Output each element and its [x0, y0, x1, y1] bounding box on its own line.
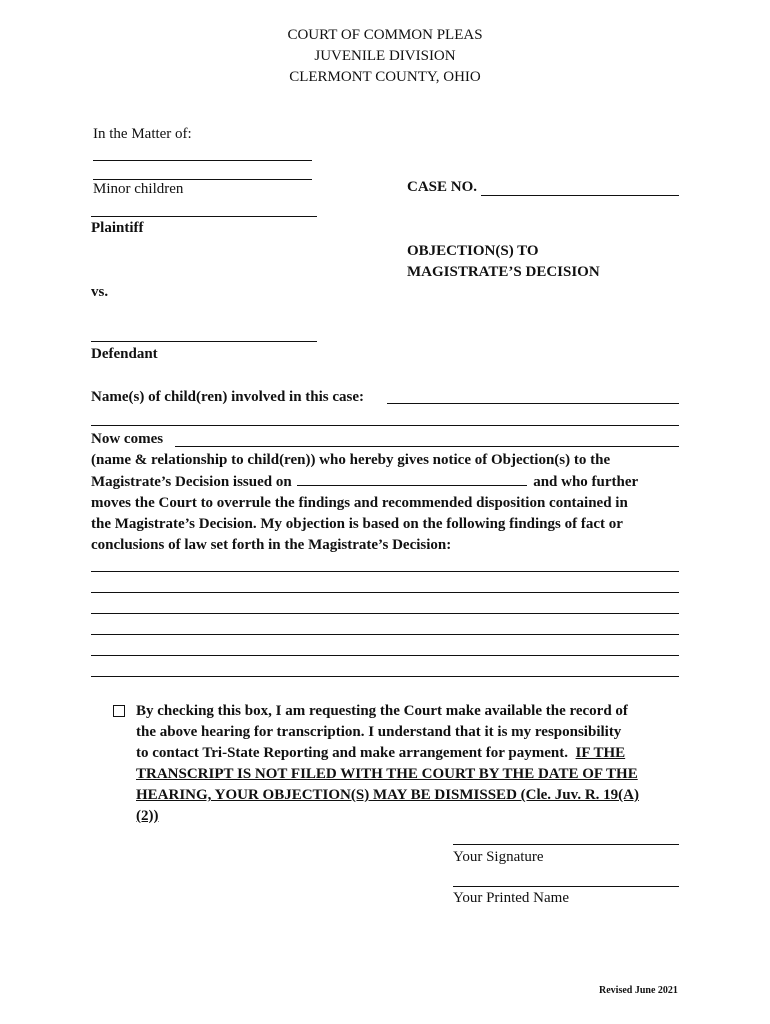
objection-line-1[interactable] — [91, 571, 679, 572]
children-names-label: Name(s) of child(ren) involved in this case: — [91, 389, 365, 405]
revision-date: Revised June 2021 — [599, 985, 678, 996]
transcript-checkbox[interactable] — [113, 705, 125, 717]
vs-label: vs. — [91, 284, 109, 300]
para-line-2b: and who further — [533, 474, 639, 490]
transcript-line-1: By checking this box, I am requesting the Court make available the record of — [136, 703, 628, 719]
printed-name-line[interactable] — [453, 886, 679, 887]
objection-paragraph — [91, 450, 691, 556]
objection-line-5[interactable] — [91, 655, 679, 656]
signature-line[interactable] — [453, 844, 679, 845]
minor-children-label: Minor children — [93, 181, 184, 197]
plaintiff-line[interactable] — [91, 216, 317, 217]
division-name: JUVENILE DIVISION — [314, 48, 456, 64]
objection-line-4[interactable] — [91, 634, 679, 635]
children-names-line-1[interactable] — [387, 403, 679, 404]
plaintiff-label: Plaintiff — [91, 220, 144, 236]
case-no-label: CASE NO. — [407, 179, 478, 195]
objection-line-2[interactable] — [91, 592, 679, 593]
in-matter-of-label: In the Matter of: — [93, 126, 192, 142]
transcript-line-3 — [136, 743, 696, 764]
title-line-2: MAGISTRATE’S DECISION — [407, 264, 600, 280]
para-line-1: (name & relationship to child(ren)) who hereby gives notice of Objection(s) to the — [91, 452, 611, 468]
court-header — [0, 25, 770, 88]
printed-name-label: Your Printed Name — [453, 890, 569, 906]
now-comes-label: Now comes — [91, 431, 164, 447]
county-name: CLERMONT COUNTY, OHIO — [289, 69, 481, 85]
transcript-line-4: TRANSCRIPT IS NOT FILED WITH THE COURT BY THE DATE OF THE — [136, 766, 638, 782]
objection-line-3[interactable] — [91, 613, 679, 614]
court-name: COURT OF COMMON PLEAS — [287, 27, 483, 43]
now-comes-line[interactable] — [175, 446, 679, 447]
transcript-line-5: HEARING, YOUR OBJECTION(S) MAY BE DISMISSED (Cle. Juv. R. 19(A) — [136, 787, 639, 803]
document-title — [407, 241, 600, 283]
signature-label: Your Signature — [453, 849, 544, 865]
transcript-line-6: (2)) — [136, 808, 159, 824]
para-line-5: conclusions of law set forth in the Magistrate’s Decision: — [91, 537, 452, 553]
para-line-3: moves the Court to overrule the findings and recommended disposition contained in — [91, 495, 628, 511]
transcript-warning-start: IF THE — [575, 745, 626, 761]
defendant-label: Defendant — [91, 346, 158, 362]
matter-name-line-2[interactable] — [93, 179, 312, 180]
transcript-line-3a: to contact Tri-State Reporting and make arrangement for payment. — [136, 745, 576, 761]
para-line-2 — [91, 471, 691, 493]
title-line-1: OBJECTION(S) TO — [407, 243, 539, 259]
transcript-line-2: the above hearing for transcription. I understand that it is my responsibility — [136, 724, 622, 740]
matter-name-line-1[interactable] — [93, 160, 312, 161]
case-no-line[interactable] — [481, 195, 679, 196]
transcript-request — [136, 701, 696, 827]
decision-date-line[interactable] — [297, 471, 527, 486]
para-line-2a: Magistrate’s Decision issued on — [91, 474, 292, 490]
objection-line-6[interactable] — [91, 676, 679, 677]
children-names-line-2[interactable] — [91, 425, 679, 426]
para-line-4: the Magistrate’s Decision. My objection is based on the following findings of fact or — [91, 516, 623, 532]
defendant-line[interactable] — [91, 341, 317, 342]
